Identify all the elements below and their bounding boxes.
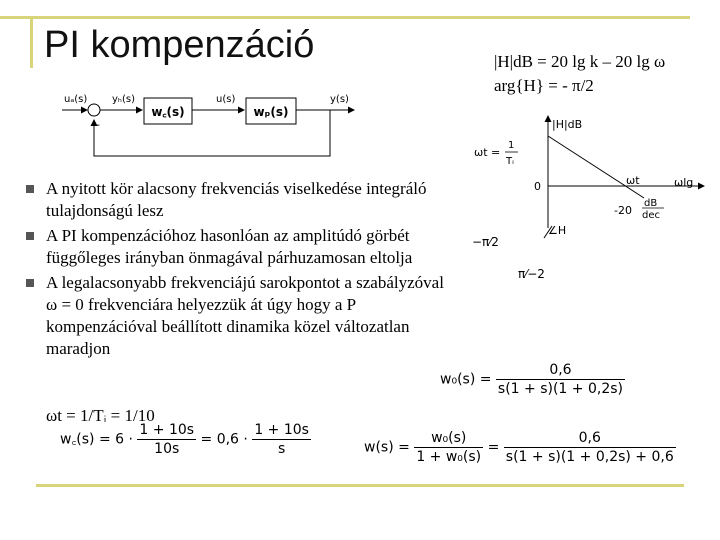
magnitude-formula: |H|dB = 20 lg k – 20 lg ω [494,52,666,71]
zero-label: 0 [534,180,541,193]
bullet-text: A PI kompenzációhoz hasonlóan az amplitúdó görbét függőleges irányban önmagával párhuzamosan eltolja [46,226,413,267]
bullet-marker [26,232,34,240]
bullet-marker [26,185,34,193]
wc-lhs: w꜀(s) = 6 · [60,431,133,448]
control-label: u(s) [216,94,236,105]
bullet-item [22,225,452,269]
bottom-decor-line [36,484,684,487]
summing-junction [88,104,100,116]
w-equation [364,430,676,465]
omega-t-def-den: Tᵢ [506,156,514,167]
phase-formula: arg{H} = - π/2 [494,76,594,95]
output-label: y(s) [330,94,349,105]
w-fraction-1 [414,430,483,465]
block-diagram [58,86,358,164]
slide-title: PI kompenzáció [44,24,315,66]
phase-left-value: −π⁄2 [472,235,499,249]
w0-lhs: w₀(s) = [440,371,492,388]
w-frac1-den: 1 + w₀(s) [416,449,482,465]
left-decor-line [30,18,33,68]
w-eq: = [487,439,500,456]
wc-mid: = 0,6 · [200,431,248,448]
w-frac2-num: 0,6 [504,430,676,448]
omega-t-def-num: 1 [508,140,515,151]
wc-frac1-den: 10s [154,441,180,457]
slope-unit-den: dec [642,210,660,221]
wc-frac2-num: 1 + 10s [254,422,309,438]
top-decor-line [0,16,690,19]
error-label: yₕ(s) [112,94,135,105]
magnitude-line [548,136,644,198]
wc-frac2-den: s [278,441,286,457]
magnitude-axis-label: |H|dB [552,118,583,131]
bullet-item [22,272,452,360]
w0-num: 0,6 [496,362,625,380]
minus-sign: - [96,118,100,131]
w-lhs: w(s) = [364,439,410,456]
omega-lg-label: ωlg [674,176,694,189]
bullet-item [22,178,452,222]
partial-covered-line: ωt = 1/Tᵢ = 1/10 [46,406,155,422]
w-fraction-2 [504,430,676,465]
bullet-marker [26,279,34,287]
wc-equation [60,422,311,457]
phase-right-value: π⁄−2 [518,267,545,281]
bullet-text: A legalacsonyabb frekvenciájú sarokpontot a szabályzóval ω = 0 frekvenciára helyezzük át úgy hogy a P kompenzációval beállított dinamika közel változatlan maradjon [46,273,444,358]
w-frac2-den: s(1 + s)(1 + 0,2s) + 0,6 [505,449,674,465]
w-frac1-num: w₀(s) [414,430,483,448]
w0-fraction [496,362,625,397]
omega-t-definition: ωt = [474,146,501,159]
omega-t-label: ωt [626,174,640,187]
controller-label: w꜀(s) [151,105,185,119]
plant-label: wₚ(s) [253,105,289,119]
slope-value: -20 [614,204,632,217]
w0-equation [440,362,625,397]
slope-unit-num: dB [644,198,658,209]
input-label: uₐ(s) [64,94,88,105]
wc-fraction-2 [252,422,311,457]
bullet-text: A nyitott kör alacsony frekvenciás viselkedése integráló tulajdonságú lesz [46,179,427,220]
phase-axis-label: ∠H [548,224,567,237]
wc-frac1-num: 1 + 10s [139,422,195,438]
wc-fraction-1 [137,422,196,457]
w0-den: s(1 + s)(1 + 0,2s) [497,381,623,397]
bullet-list [22,178,452,363]
bode-sketch [468,110,710,300]
